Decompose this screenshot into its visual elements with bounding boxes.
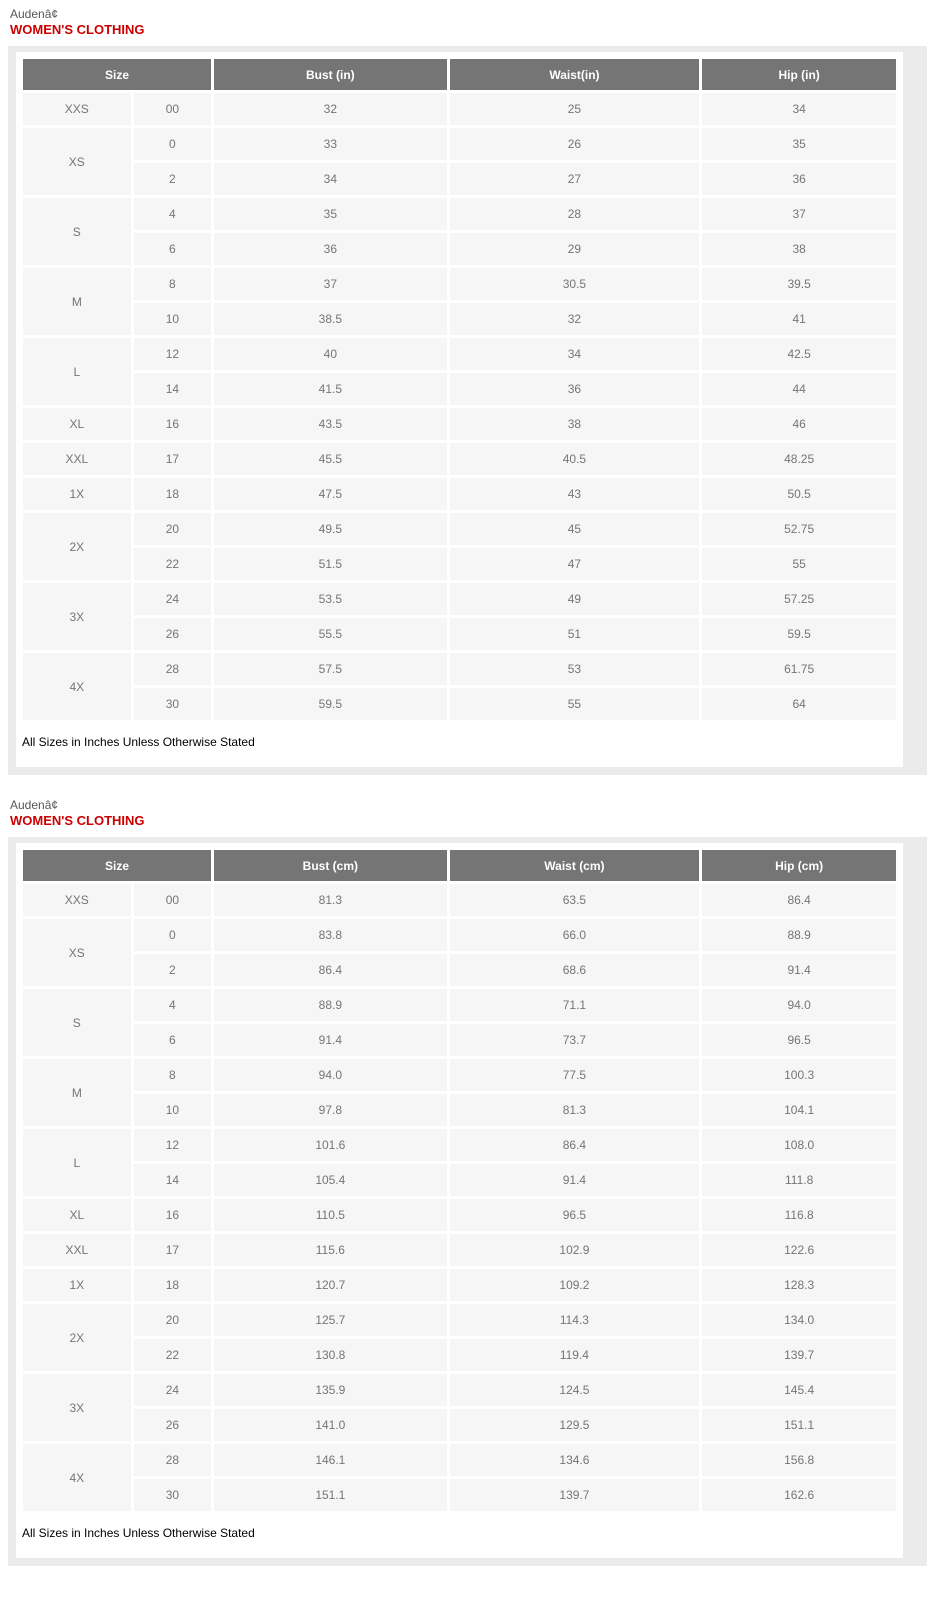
hip-cell: 111.8 <box>702 1164 896 1196</box>
size-number-cell: 12 <box>134 338 211 370</box>
hip-cell: 48.25 <box>702 443 896 475</box>
size-chart-table-cm <box>20 847 899 1514</box>
table-row <box>23 408 896 440</box>
table-header-row <box>23 850 896 881</box>
size-number-cell: 14 <box>134 1164 211 1196</box>
bust-cell: 135.9 <box>214 1374 446 1406</box>
table-row <box>23 1339 896 1371</box>
waist-cell: 68.6 <box>450 954 700 986</box>
table-row <box>23 338 896 370</box>
footnote: All Sizes in Inches Unless Otherwise Stated <box>20 723 899 763</box>
table-row <box>23 1199 896 1231</box>
size-group-cell: M <box>23 1059 131 1126</box>
size-number-cell: 2 <box>134 954 211 986</box>
bust-cell: 40 <box>214 338 446 370</box>
hip-cell: 108.0 <box>702 1129 896 1161</box>
size-chart-table-inches <box>20 56 899 723</box>
table-row <box>23 919 896 951</box>
hip-cell: 64 <box>702 688 896 720</box>
size-group-cell: 4X <box>23 653 131 720</box>
hip-cell: 41 <box>702 303 896 335</box>
size-group-cell: XS <box>23 128 131 195</box>
bust-cell: 115.6 <box>214 1234 446 1266</box>
bust-cell: 94.0 <box>214 1059 446 1091</box>
table-row <box>23 1129 896 1161</box>
bust-cell: 59.5 <box>214 688 446 720</box>
size-group-cell: S <box>23 198 131 265</box>
size-number-cell: 18 <box>134 1269 211 1301</box>
waist-cell: 34 <box>450 338 700 370</box>
hip-cell: 39.5 <box>702 268 896 300</box>
hip-cell: 96.5 <box>702 1024 896 1056</box>
table-row <box>23 1094 896 1126</box>
bust-cell: 43.5 <box>214 408 446 440</box>
hip-cell: 46 <box>702 408 896 440</box>
bust-cell: 33 <box>214 128 446 160</box>
size-number-cell: 20 <box>134 1304 211 1336</box>
waist-cell: 55 <box>450 688 700 720</box>
size-number-cell: 26 <box>134 1409 211 1441</box>
chart-container <box>8 837 927 1566</box>
size-number-cell: 30 <box>134 1479 211 1511</box>
bust-cell: 91.4 <box>214 1024 446 1056</box>
size-group-cell: XL <box>23 408 131 440</box>
waist-cell: 51 <box>450 618 700 650</box>
hip-cell: 34 <box>702 93 896 125</box>
bust-cell: 130.8 <box>214 1339 446 1371</box>
table-row <box>23 1444 896 1476</box>
table-row <box>23 93 896 125</box>
waist-cell: 43 <box>450 478 700 510</box>
waist-cell: 73.7 <box>450 1024 700 1056</box>
bust-cell: 120.7 <box>214 1269 446 1301</box>
hip-cell: 35 <box>702 128 896 160</box>
waist-cell: 66.0 <box>450 919 700 951</box>
size-number-cell: 8 <box>134 268 211 300</box>
waist-cell: 114.3 <box>450 1304 700 1336</box>
table-row <box>23 1269 896 1301</box>
table-row <box>23 268 896 300</box>
waist-cell: 109.2 <box>450 1269 700 1301</box>
bust-cell: 125.7 <box>214 1304 446 1336</box>
column-header-waist: Waist (cm) <box>450 850 700 881</box>
size-group-cell: 4X <box>23 1444 131 1511</box>
table-row <box>23 128 896 160</box>
waist-cell: 36 <box>450 373 700 405</box>
size-group-cell: L <box>23 1129 131 1196</box>
waist-cell: 25 <box>450 93 700 125</box>
size-number-cell: 20 <box>134 513 211 545</box>
bust-cell: 37 <box>214 268 446 300</box>
bust-cell: 49.5 <box>214 513 446 545</box>
hip-cell: 94.0 <box>702 989 896 1021</box>
hip-cell: 86.4 <box>702 884 896 916</box>
table-row <box>23 688 896 720</box>
hip-cell: 57.25 <box>702 583 896 615</box>
size-group-cell: 2X <box>23 1304 131 1371</box>
bust-cell: 53.5 <box>214 583 446 615</box>
waist-cell: 26 <box>450 128 700 160</box>
hip-cell: 104.1 <box>702 1094 896 1126</box>
hip-cell: 59.5 <box>702 618 896 650</box>
column-header-size: Size <box>23 59 211 90</box>
table-row <box>23 618 896 650</box>
size-number-cell: 12 <box>134 1129 211 1161</box>
brand-name: Audenâ¢ <box>10 798 59 812</box>
waist-cell: 30.5 <box>450 268 700 300</box>
hip-cell: 162.6 <box>702 1479 896 1511</box>
hip-cell: 61.75 <box>702 653 896 685</box>
size-number-cell: 22 <box>134 1339 211 1371</box>
size-number-cell: 0 <box>134 919 211 951</box>
waist-cell: 71.1 <box>450 989 700 1021</box>
table-row <box>23 653 896 685</box>
section-title: WOMEN'S CLOTHING <box>10 22 145 37</box>
size-group-cell: 3X <box>23 1374 131 1441</box>
hip-cell: 100.3 <box>702 1059 896 1091</box>
bust-cell: 36 <box>214 233 446 265</box>
table-row <box>23 198 896 230</box>
section-title: WOMEN'S CLOTHING <box>10 813 145 828</box>
bust-cell: 45.5 <box>214 443 446 475</box>
size-group-cell: M <box>23 268 131 335</box>
table-row <box>23 478 896 510</box>
bust-cell: 57.5 <box>214 653 446 685</box>
size-number-cell: 00 <box>134 884 211 916</box>
hip-cell: 52.75 <box>702 513 896 545</box>
size-number-cell: 16 <box>134 1199 211 1231</box>
hip-cell: 156.8 <box>702 1444 896 1476</box>
size-number-cell: 10 <box>134 303 211 335</box>
table-row <box>23 1164 896 1196</box>
hip-cell: 42.5 <box>702 338 896 370</box>
hip-cell: 37 <box>702 198 896 230</box>
column-header-hip: Hip (cm) <box>702 850 896 881</box>
bust-cell: 32 <box>214 93 446 125</box>
size-group-cell: 1X <box>23 1269 131 1301</box>
size-group-cell: XXL <box>23 443 131 475</box>
column-header-bust: Bust (in) <box>214 59 446 90</box>
waist-cell: 28 <box>450 198 700 230</box>
size-group-cell: XXS <box>23 93 131 125</box>
bust-cell: 38.5 <box>214 303 446 335</box>
size-group-cell: XXS <box>23 884 131 916</box>
size-group-cell: S <box>23 989 131 1056</box>
column-header-waist: Waist(in) <box>450 59 700 90</box>
brand-name: Audenâ¢ <box>10 7 59 21</box>
size-group-cell: XXL <box>23 1234 131 1266</box>
table-row <box>23 1374 896 1406</box>
size-number-cell: 6 <box>134 233 211 265</box>
table-header-row <box>23 59 896 90</box>
table-row <box>23 1024 896 1056</box>
hip-cell: 88.9 <box>702 919 896 951</box>
waist-cell: 77.5 <box>450 1059 700 1091</box>
bust-cell: 83.8 <box>214 919 446 951</box>
table-row <box>23 233 896 265</box>
size-number-cell: 4 <box>134 198 211 230</box>
hip-cell: 91.4 <box>702 954 896 986</box>
hip-cell: 116.8 <box>702 1199 896 1231</box>
size-number-cell: 24 <box>134 583 211 615</box>
size-group-cell: XL <box>23 1199 131 1231</box>
bust-cell: 47.5 <box>214 478 446 510</box>
bust-cell: 141.0 <box>214 1409 446 1441</box>
column-header-hip: Hip (in) <box>702 59 896 90</box>
size-number-cell: 10 <box>134 1094 211 1126</box>
size-number-cell: 26 <box>134 618 211 650</box>
waist-cell: 45 <box>450 513 700 545</box>
table-row <box>23 1234 896 1266</box>
waist-cell: 91.4 <box>450 1164 700 1196</box>
size-number-cell: 24 <box>134 1374 211 1406</box>
bust-cell: 146.1 <box>214 1444 446 1476</box>
waist-cell: 139.7 <box>450 1479 700 1511</box>
hip-cell: 128.3 <box>702 1269 896 1301</box>
hip-cell: 139.7 <box>702 1339 896 1371</box>
table-row <box>23 583 896 615</box>
waist-cell: 49 <box>450 583 700 615</box>
waist-cell: 102.9 <box>450 1234 700 1266</box>
column-header-size: Size <box>23 850 211 881</box>
bust-cell: 97.8 <box>214 1094 446 1126</box>
waist-cell: 124.5 <box>450 1374 700 1406</box>
bust-cell: 51.5 <box>214 548 446 580</box>
size-number-cell: 6 <box>134 1024 211 1056</box>
table-row <box>23 1479 896 1511</box>
table-row <box>23 884 896 916</box>
hip-cell: 44 <box>702 373 896 405</box>
bust-cell: 81.3 <box>214 884 446 916</box>
bust-cell: 34 <box>214 163 446 195</box>
bust-cell: 105.4 <box>214 1164 446 1196</box>
waist-cell: 47 <box>450 548 700 580</box>
waist-cell: 29 <box>450 233 700 265</box>
bust-cell: 101.6 <box>214 1129 446 1161</box>
hip-cell: 145.4 <box>702 1374 896 1406</box>
size-number-cell: 14 <box>134 373 211 405</box>
size-number-cell: 17 <box>134 443 211 475</box>
waist-cell: 86.4 <box>450 1129 700 1161</box>
section-header <box>8 791 927 837</box>
waist-cell: 38 <box>450 408 700 440</box>
waist-cell: 129.5 <box>450 1409 700 1441</box>
size-group-cell: L <box>23 338 131 405</box>
hip-cell: 151.1 <box>702 1409 896 1441</box>
size-number-cell: 00 <box>134 93 211 125</box>
size-chart-section-inches <box>8 0 927 775</box>
table-row <box>23 303 896 335</box>
size-number-cell: 4 <box>134 989 211 1021</box>
size-number-cell: 0 <box>134 128 211 160</box>
hip-cell: 122.6 <box>702 1234 896 1266</box>
bust-cell: 86.4 <box>214 954 446 986</box>
chart-card <box>16 843 903 1558</box>
bust-cell: 110.5 <box>214 1199 446 1231</box>
chart-container <box>8 46 927 775</box>
waist-cell: 96.5 <box>450 1199 700 1231</box>
size-group-cell: 1X <box>23 478 131 510</box>
bust-cell: 55.5 <box>214 618 446 650</box>
waist-cell: 53 <box>450 653 700 685</box>
table-row <box>23 954 896 986</box>
hip-cell: 134.0 <box>702 1304 896 1336</box>
table-row <box>23 1409 896 1441</box>
bust-cell: 88.9 <box>214 989 446 1021</box>
size-number-cell: 22 <box>134 548 211 580</box>
table-row <box>23 513 896 545</box>
table-row <box>23 443 896 475</box>
table-row <box>23 989 896 1021</box>
table-row <box>23 548 896 580</box>
bust-cell: 35 <box>214 198 446 230</box>
size-chart-section-cm <box>8 791 927 1566</box>
section-header <box>8 0 927 46</box>
hip-cell: 55 <box>702 548 896 580</box>
hip-cell: 38 <box>702 233 896 265</box>
table-row <box>23 1304 896 1336</box>
bust-cell: 151.1 <box>214 1479 446 1511</box>
waist-cell: 40.5 <box>450 443 700 475</box>
size-number-cell: 17 <box>134 1234 211 1266</box>
size-group-cell: 2X <box>23 513 131 580</box>
size-number-cell: 8 <box>134 1059 211 1091</box>
size-number-cell: 28 <box>134 1444 211 1476</box>
size-number-cell: 28 <box>134 653 211 685</box>
waist-cell: 32 <box>450 303 700 335</box>
bust-cell: 41.5 <box>214 373 446 405</box>
size-number-cell: 18 <box>134 478 211 510</box>
waist-cell: 27 <box>450 163 700 195</box>
chart-card <box>16 52 903 767</box>
size-number-cell: 2 <box>134 163 211 195</box>
waist-cell: 63.5 <box>450 884 700 916</box>
size-number-cell: 16 <box>134 408 211 440</box>
column-header-bust: Bust (cm) <box>214 850 446 881</box>
waist-cell: 134.6 <box>450 1444 700 1476</box>
footnote: All Sizes in Inches Unless Otherwise Stated <box>20 1514 899 1554</box>
table-row <box>23 163 896 195</box>
waist-cell: 119.4 <box>450 1339 700 1371</box>
table-row <box>23 1059 896 1091</box>
hip-cell: 36 <box>702 163 896 195</box>
size-group-cell: 3X <box>23 583 131 650</box>
size-number-cell: 30 <box>134 688 211 720</box>
hip-cell: 50.5 <box>702 478 896 510</box>
waist-cell: 81.3 <box>450 1094 700 1126</box>
table-row <box>23 373 896 405</box>
size-group-cell: XS <box>23 919 131 986</box>
